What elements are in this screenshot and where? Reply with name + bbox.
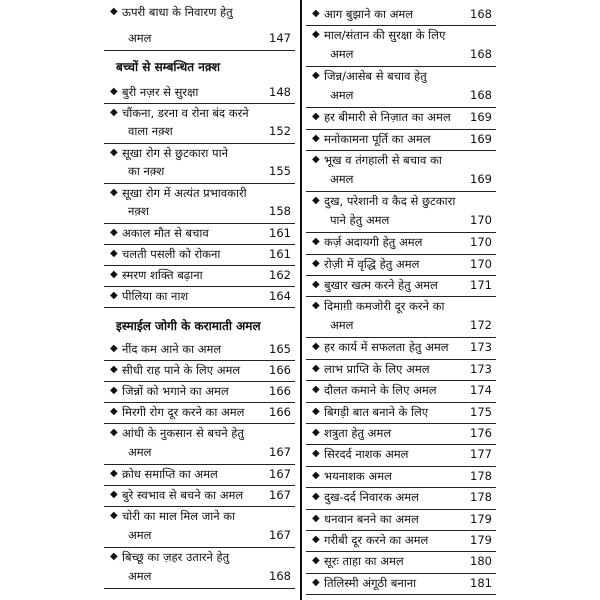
toc-entry — [306, 107, 496, 129]
bullet-diamond-icon: ◆ — [110, 343, 118, 354]
toc-entry — [104, 547, 295, 589]
toc-entry-title-continued: अमल — [330, 172, 354, 187]
toc-entry-page: 179 — [470, 533, 492, 547]
toc-entry-title: आंधी के नुकसान से बचने हेतु — [122, 426, 244, 440]
toc-entry-title: बिच्छू का ज़हर उतारने हेतु — [122, 550, 230, 564]
toc-entry-title: भयनाशक अमल — [324, 468, 392, 483]
bullet-diamond-icon: ◆ — [312, 195, 320, 207]
toc-entry — [104, 244, 295, 266]
toc-entry-page: 178 — [470, 468, 492, 483]
toc-entry — [104, 360, 295, 382]
bullet-diamond-icon: ◆ — [110, 86, 118, 97]
toc-entry — [306, 487, 496, 509]
toc-entry-title: चलती पसली को रोकना — [122, 247, 221, 261]
toc-entry-page: 147 — [269, 31, 291, 45]
toc-entry-page: 166 — [269, 384, 291, 398]
toc-entry — [306, 296, 496, 338]
toc-entry-page: 173 — [470, 340, 492, 355]
bullet-diamond-icon: ◆ — [312, 257, 320, 269]
bullet-diamond-icon: ◆ — [110, 107, 118, 118]
bullet-diamond-icon: ◆ — [312, 384, 320, 396]
toc-entry-page: 179 — [470, 511, 492, 526]
toc-entry — [306, 359, 496, 381]
bullet-diamond-icon: ◆ — [110, 385, 118, 396]
toc-entry — [306, 150, 496, 192]
toc-entry — [306, 191, 496, 233]
toc-entry-title: लाभ प्राप्ति के लिए अमल — [324, 361, 430, 376]
bullet-diamond-icon: ◆ — [312, 534, 320, 545]
bullet-diamond-icon: ◆ — [110, 269, 118, 280]
toc-entry-title-continued: पाने हेतु अमल — [330, 213, 390, 228]
toc-entry-page: 161 — [269, 247, 291, 261]
bullet-diamond-icon: ◆ — [312, 132, 320, 144]
section-heading: बच्चों से सम्बन्धित नक़्श — [116, 60, 221, 74]
toc-entry-page: 173 — [470, 361, 492, 376]
toc-entry-page: 165 — [269, 342, 291, 356]
toc-entry-page: 148 — [269, 85, 291, 99]
bullet-diamond-icon: ◆ — [312, 555, 320, 567]
toc-entry-title-continued: अमल — [330, 47, 354, 62]
bullet-diamond-icon: ◆ — [110, 227, 118, 238]
toc-entry — [104, 506, 295, 548]
toc-entry — [306, 402, 496, 424]
toc-entry-page: 170 — [470, 256, 492, 271]
toc-entry — [104, 2, 295, 51]
toc-entry-title: सूखा रोग से छुटकारा पाने — [122, 146, 228, 160]
toc-entry-title: पीलिया का नाश — [122, 289, 189, 303]
toc-entry-page: 172 — [470, 318, 492, 333]
toc-entry-title: बुरी नज़र से सुरक्षा — [122, 85, 199, 99]
toc-entry — [104, 265, 295, 287]
toc-entry-page: 166 — [269, 363, 291, 377]
toc-entry — [104, 223, 295, 245]
toc-entry — [306, 551, 496, 573]
bullet-diamond-icon: ◆ — [110, 290, 118, 301]
toc-entry — [306, 232, 496, 254]
toc-entry-title-continued: अमल — [128, 31, 152, 45]
toc-entry-title: आग बुझाने का अमल — [324, 7, 414, 21]
toc-entry-title-continued: वाला नक़्श — [128, 124, 173, 138]
bullet-diamond-icon: ◆ — [110, 510, 118, 521]
toc-entry-title: नींद कम आने का अमल — [122, 342, 222, 356]
toc-entry-page: 168 — [470, 47, 492, 62]
toc-entry-page: 167 — [269, 488, 291, 502]
toc-entry-title-continued: अमल — [330, 88, 354, 103]
toc-entry-title: धनवान बनने का अमल — [324, 511, 419, 526]
toc-entry-page: 170 — [470, 235, 492, 250]
section-heading: इस्माईल जोगी के करामाती अमल — [116, 319, 261, 333]
toc-entry — [306, 509, 496, 531]
toc-entry-page: 180 — [470, 554, 492, 569]
bullet-diamond-icon: ◆ — [110, 187, 118, 198]
toc-entry — [306, 66, 496, 108]
toc-entry-title: गरीबी दूर करने का अमल — [324, 533, 429, 547]
toc-entry-title: जिन्न/आसेब से बचाव हेतु — [324, 69, 427, 84]
bullet-diamond-icon: ◆ — [110, 147, 118, 158]
toc-entry — [104, 82, 295, 104]
toc-entry-title: स्मरण शक्ति बढ़ाना — [122, 268, 203, 282]
toc-entry-title-continued: अमल — [128, 528, 152, 542]
toc-entry-title: माल/संतान की सुरक्षा के लिए — [324, 28, 446, 43]
toc-entry-title: मिरगी रोग दूर करने का अमल — [122, 405, 245, 419]
toc-entry — [306, 4, 496, 26]
toc-entry-page: 166 — [269, 405, 291, 419]
toc-entry-title: बुखार खत्म करने हेतु अमल — [324, 278, 438, 292]
toc-entry-title: सीधी राह पाने के लिए अमल — [122, 363, 241, 377]
toc-entry — [104, 183, 295, 224]
toc-entry — [306, 337, 496, 359]
toc-entry — [306, 275, 496, 297]
toc-entry-title-continued: नक़्श — [128, 204, 149, 218]
bullet-diamond-icon: ◆ — [110, 248, 118, 259]
toc-entry-title: दिमाग़ी कमजोरी दूर करने का — [324, 299, 445, 314]
toc-entry-title: हर बीमारी से निज़ात का अमल — [324, 110, 451, 125]
toc-entry — [306, 444, 496, 466]
bullet-diamond-icon: ◆ — [110, 489, 118, 500]
toc-entry-title: जिन्नों को भगाने का अमल — [122, 384, 229, 398]
toc-entry-title: दौलत कमाने के लिए अमल — [324, 383, 437, 398]
toc-entry — [104, 143, 295, 184]
toc-entry — [104, 286, 295, 308]
toc-entry-title: बुरे स्वभाव से बचने का अमल — [122, 488, 244, 502]
toc-entry — [104, 402, 295, 424]
toc-entry — [306, 423, 496, 445]
toc-entry-title: हर कार्य में सफलता हेतु अमल — [324, 340, 449, 355]
toc-entry — [104, 464, 295, 486]
bullet-diamond-icon: ◆ — [312, 512, 320, 524]
bullet-diamond-icon: ◆ — [312, 362, 320, 374]
toc-entry — [104, 339, 295, 361]
toc-page — [104, 0, 496, 600]
toc-entry-page: 168 — [269, 569, 291, 583]
bullet-diamond-icon: ◆ — [312, 70, 320, 82]
toc-entry — [104, 485, 295, 507]
bullet-diamond-icon: ◆ — [110, 364, 118, 375]
bullet-diamond-icon: ◆ — [312, 8, 320, 19]
toc-entry-title: रोज़ी में वृद्धि हेतु अमल — [324, 256, 420, 271]
column-divider — [300, 0, 302, 600]
toc-entry — [104, 103, 295, 144]
toc-entry-title: चोरी का माल मिल जाने का — [122, 509, 236, 523]
toc-right-column — [306, 0, 496, 600]
toc-entry-page: 155 — [269, 164, 291, 178]
toc-entry-page: 178 — [470, 490, 492, 505]
bullet-diamond-icon: ◆ — [110, 6, 118, 17]
bullet-diamond-icon: ◆ — [312, 427, 320, 438]
toc-entry-title: मनोकामना पूर्ति का अमल — [324, 131, 431, 146]
toc-entry-title: ऊपरी बाधा के निवारण हेतु — [122, 5, 233, 19]
bullet-diamond-icon: ◆ — [312, 111, 320, 123]
toc-entry-title-continued: अमल — [330, 318, 354, 333]
toc-entry — [104, 381, 295, 403]
toc-entry — [104, 423, 295, 465]
toc-entry — [306, 254, 496, 276]
toc-entry-page: 170 — [470, 213, 492, 228]
toc-entry-page: 175 — [470, 404, 492, 419]
bullet-diamond-icon: ◆ — [110, 468, 118, 479]
toc-entry-page: 167 — [269, 467, 291, 481]
toc-entry-title: सूखा रोग में अत्यंत प्रभावकारी — [122, 186, 247, 200]
bullet-diamond-icon: ◆ — [110, 427, 118, 438]
bullet-diamond-icon: ◆ — [312, 341, 320, 353]
toc-entry-page: 177 — [470, 447, 492, 462]
toc-left-column — [104, 0, 295, 600]
toc-entry-page: 171 — [470, 278, 492, 292]
toc-entry-title: तिलिस्मी अंगूठी बनाना — [324, 575, 417, 590]
toc-entry-title: क्रोध समाप्ति का अमल — [122, 467, 218, 481]
bullet-diamond-icon: ◆ — [312, 29, 320, 41]
toc-entry-title: सूरः ताहा का अमल — [324, 554, 404, 569]
toc-entry-title: भूख व तंगहाली से बचाव का — [324, 153, 442, 168]
toc-entry — [306, 530, 496, 552]
bullet-diamond-icon: ◆ — [312, 300, 320, 312]
toc-entry — [306, 129, 496, 151]
toc-entry-page: 161 — [269, 226, 291, 240]
toc-entry-page: 168 — [470, 88, 492, 103]
toc-entry — [306, 466, 496, 488]
bullet-diamond-icon: ◆ — [312, 448, 320, 460]
toc-entry-title: सिरदर्द नाशक अमल — [324, 447, 409, 462]
toc-entry — [306, 573, 496, 595]
toc-entry — [306, 380, 496, 402]
toc-entry-page: 168 — [470, 7, 492, 21]
toc-entry-page: 169 — [470, 131, 492, 146]
toc-entry-page: 158 — [269, 204, 291, 218]
toc-entry-title: शत्रुता हेतु अमल — [324, 426, 392, 440]
toc-entry-page: 174 — [470, 383, 492, 398]
toc-entry-title: दुख-दर्द निवारक अमल — [324, 490, 419, 505]
toc-entry-page: 167 — [269, 528, 291, 542]
toc-entry-page: 169 — [470, 110, 492, 125]
toc-entry — [306, 25, 496, 67]
toc-entry-page: 181 — [470, 575, 492, 590]
toc-entry-page: 176 — [470, 426, 492, 440]
bullet-diamond-icon: ◆ — [312, 154, 320, 166]
bullet-diamond-icon: ◆ — [312, 405, 320, 417]
bullet-diamond-icon: ◆ — [312, 469, 320, 481]
toc-entry-page: 167 — [269, 445, 291, 459]
toc-entry-title: बिगड़ी बात बनाने के लिए — [324, 404, 429, 419]
toc-entry-title: कर्ज़ अदायगी हेतु अमल — [324, 235, 423, 250]
toc-entry-title: दुख, परेशानी व कैद से छुटकारा — [324, 194, 456, 209]
bullet-diamond-icon: ◆ — [312, 576, 320, 588]
toc-entry-title-continued: अमल — [128, 445, 152, 459]
toc-entry-page: 169 — [470, 172, 492, 187]
bullet-diamond-icon: ◆ — [110, 406, 118, 417]
toc-entry-page: 164 — [269, 289, 291, 303]
toc-entry-title: चौंकना, डरना व रोना बंद करने — [122, 106, 249, 120]
bullet-diamond-icon: ◆ — [312, 491, 320, 503]
bullet-diamond-icon: ◆ — [312, 236, 320, 248]
toc-entry-page: 162 — [269, 268, 291, 282]
toc-entry-title-continued: अमल — [128, 569, 152, 583]
toc-entry-title: अकाल मौत से बचाव — [122, 226, 209, 240]
toc-entry-title-continued: का नक़्श — [128, 164, 165, 178]
toc-entry-page: 152 — [269, 124, 291, 138]
bullet-diamond-icon: ◆ — [312, 279, 320, 290]
bullet-diamond-icon: ◆ — [110, 551, 118, 562]
